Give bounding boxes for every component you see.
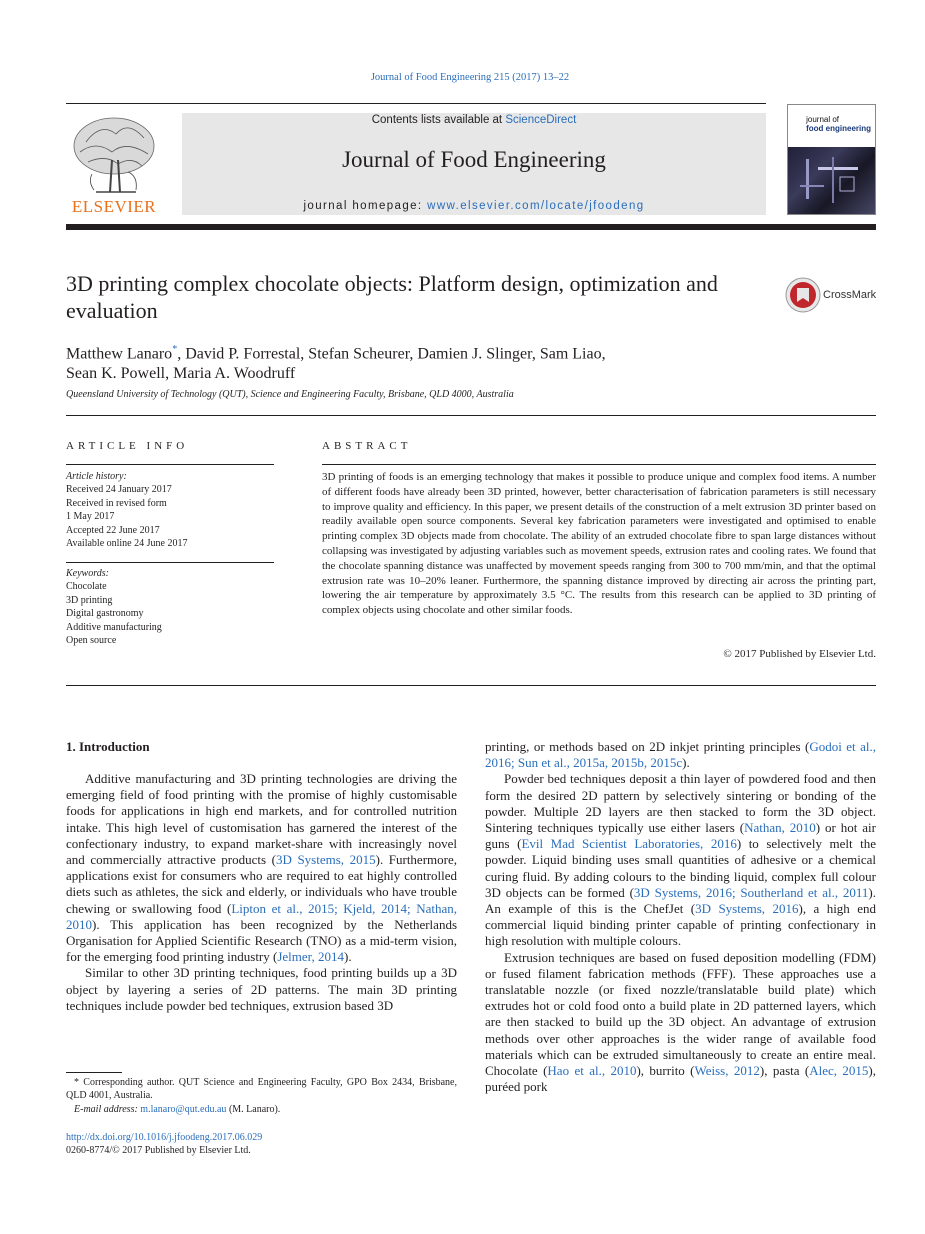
- corresponding-author-mark[interactable]: *: [172, 344, 178, 355]
- abstract-copyright: © 2017 Published by Elsevier Ltd.: [723, 648, 876, 660]
- email-line: [66, 1103, 457, 1116]
- email-link[interactable]: m.lanaro@qut.edu.au: [140, 1103, 227, 1115]
- body-column-right: [485, 739, 876, 1095]
- history-label: Article history:: [66, 471, 127, 482]
- footnote: [66, 1076, 457, 1116]
- contents-prefix: Contents lists available at: [371, 114, 506, 126]
- text-run: Additive manufacturing and 3D printing technologies are driving the emerging field of food printing with the promise of highly customisable foods for applications in high end markets, and for controlled nutrition intake. This high level of customisation has garnered the interest of the confectionary industry, to expand market-share with increasingly novel and commercially attractive products (: [66, 771, 457, 868]
- journal-name: Journal of Food Engineering: [342, 147, 606, 172]
- citation-link[interactable]: Hao et al., 2010: [547, 1063, 637, 1079]
- homepage-line: [182, 200, 766, 212]
- keyword-item: Digital gastronomy: [66, 608, 144, 620]
- citation-link[interactable]: Lipton et al., 2015; Kjeld, 2014; Nathan, 2010: [66, 900, 458, 932]
- header-thick-rule: [66, 224, 876, 230]
- text-run: Powder bed techniques deposit a thin layer of powdered food and then form the desired 2D pattern by selectively sintering or bonding of the powder. Multiple 2D layers are then stacked to form the 3D object. Sintering techniques typically use either lasers (: [485, 771, 876, 836]
- history-item: 1 May 2017: [66, 511, 115, 523]
- paragraph: [485, 739, 876, 771]
- keywords-label: Keywords:: [66, 568, 109, 579]
- doi-block: [66, 1131, 262, 1158]
- history-item: Accepted 22 June 2017: [66, 524, 160, 536]
- title-rule: [66, 415, 876, 416]
- paragraph: [485, 771, 876, 949]
- abstract-rule: [322, 464, 876, 465]
- abstract-text: 3D printing of foods is an emerging technology that makes it possible to produce unique and complex food items. A number of different foods have already been 3D printed, however, better characterisation of fabrication parameters is still necessary to improve quality and efficiency. In this paper, we present details of the construction of a melt extrusion 3D printer based on readily available open source components. Several key fabrication parameters were investigated and optimised to enable printing complex 3D objects made from chocolate. The ability of an extruded chocolate fibre to span large distances without collapsing was investigated by adjusting variables such as movement speeds, extrusion rates and cooling rates. We found that the chocolate spanning distance was unaffected by movement speeds ranging from 300 to 700 mm/min, and that the optimal extrusion rate was 10–20% leaner. Furthermore, the spanning distance improved by directing air across the printing part, lowering the air temperature by approximately 3.5 °C. The results from this research can be applied to 3D printing of complex objects using chocolate and other similar foods.: [322, 471, 876, 617]
- text-run: ), puréed pork: [485, 1063, 877, 1095]
- keyword-item: Chocolate: [66, 581, 107, 593]
- corresponding-author-note: * Corresponding author. QUT Science and Engineering Faculty, GPO Box 2434, Brisbane, QLD 4001, Australia.: [66, 1077, 457, 1102]
- text-run: Extrusion techniques are based on fused deposition modelling (FDM) or fused filament fabrication methods (FFF). These approaches use a translatable nozzle (or fixed nozzle/translatable build plate) which extrudes hot or cold food onto a build plate in 2D patterned layers, which are then stacked to build up the 3D object. An advantage of extrusion methods over other approaches is the wider range of available food materials which can be extruded simultaneously to create an entire meal. Chocolate (: [485, 949, 876, 1079]
- text-run: ) to selectively melt the powder. Liquid binding uses small quantities of adhesive or a chemical curing fluid. By adding colours to the binding liquid, complex full colour 3D objects can be formed (: [485, 836, 877, 900]
- text-run: ).: [682, 755, 690, 771]
- text-run: ). This application has been recognized by the Netherlands Organisation for Applied Scientific Research (TNO) as a mid-term vision, for the emerging food printing industry (: [66, 916, 457, 965]
- history-item: Received 24 January 2017: [66, 484, 172, 496]
- contents-line: [182, 114, 766, 126]
- doi-link[interactable]: http://dx.doi.org/10.1016/j.jfoodeng.2017.06.029: [66, 1132, 263, 1143]
- paragraph: Similar to other 3D printing techniques, food printing builds up a 3D object by layering a series of 2D patterns. The main 3D printing techniques include powder bed techniques, extrusion based 3D: [66, 965, 457, 1013]
- email-suffix: (M. Lanaro).: [226, 1103, 281, 1115]
- cover-title: [806, 115, 871, 133]
- text-run: ), pasta (: [759, 1063, 810, 1079]
- citation-link[interactable]: Weiss, 2012: [694, 1063, 760, 1079]
- text-run: ), a high end commercial liquid binding printer capable of printing confectionary in high resolution with multiple colours.: [485, 901, 877, 949]
- authors-rest-line-1: , David P. Forrestal, Stefan Scheurer, Damien J. Slinger, Sam Liao,: [177, 345, 606, 363]
- authors-line-2: Sean K. Powell, Maria A. Woodruff: [66, 365, 296, 383]
- citation-link[interactable]: 3D Systems, 2016: [695, 901, 799, 917]
- text-run: ). An example of this is the ChefJet (: [485, 884, 877, 917]
- crossmark-label[interactable]: CrossMark: [823, 289, 877, 301]
- keyword-item: Additive manufacturing: [66, 621, 162, 633]
- sciencedirect-link[interactable]: ScienceDirect: [505, 114, 577, 126]
- elsevier-wordmark[interactable]: ELSEVIER: [71, 197, 157, 216]
- text-run: ).: [343, 949, 352, 965]
- header-rule: [66, 103, 766, 104]
- citation-link[interactable]: 3D Systems, 2015: [275, 852, 376, 868]
- citation-link[interactable]: 3D Systems, 2016; Southerland et al., 2011: [633, 884, 869, 900]
- journal-citation[interactable]: Journal of Food Engineering 215 (2017) 13–22: [370, 72, 570, 83]
- text-run: ) or hot air guns (: [485, 820, 876, 852]
- text-run: ). Furthermore, applications exist for consumers who are required to eat highly controlled diets such as athletes, the sick and elderly, or individuals who have trouble chewing or swallowing food (: [66, 852, 457, 916]
- section-heading-introduction: 1. Introduction: [66, 739, 150, 754]
- abstract-heading: ABSTRACT: [322, 440, 412, 452]
- article-history: [66, 470, 274, 550]
- cover-graphic: [796, 155, 866, 205]
- citation-link[interactable]: Jelmer, 2014: [277, 949, 344, 965]
- journal-cover-thumbnail[interactable]: [787, 104, 876, 215]
- authors-line-1: [66, 340, 766, 364]
- body-column-left: [66, 771, 457, 1014]
- cover-title-line1: journal of: [806, 115, 840, 124]
- article-title: 3D printing complex chocolate objects: Platform design, optimization and evaluation: [66, 271, 718, 323]
- email-label: E-mail address:: [74, 1103, 141, 1115]
- author-list: [66, 340, 766, 384]
- homepage-link[interactable]: www.elsevier.com/locate/jfoodeng: [427, 200, 645, 212]
- history-item: Available online 24 June 2017: [66, 538, 188, 550]
- keywords: [66, 567, 274, 647]
- article-info-rule: [66, 464, 274, 465]
- keyword-item: Open source: [66, 635, 117, 647]
- issn-line: 0260-8774/© 2017 Published by Elsevier Ltd.: [66, 1145, 251, 1157]
- abstract-bottom-rule: [66, 685, 876, 686]
- keywords-rule: [66, 562, 274, 563]
- history-item: Received in revised form: [66, 497, 167, 509]
- paragraph: [66, 771, 457, 965]
- corresponding-author[interactable]: Matthew Lanaro: [66, 345, 173, 363]
- homepage-prefix: journal homepage:: [303, 200, 428, 212]
- cover-title-line2: food engineering: [806, 124, 871, 133]
- affiliation: Queensland University of Technology (QUT), Science and Engineering Faculty, Brisbane, QLD 4000, Australia: [66, 389, 514, 400]
- citation-link[interactable]: Nathan, 2010: [744, 820, 816, 836]
- footnote-rule: [66, 1072, 122, 1073]
- article-info-heading: ARTICLE INFO: [66, 440, 189, 452]
- citation-link[interactable]: Alec, 2015: [809, 1063, 869, 1079]
- text-run: printing, or methods based on 2D inkjet printing principles (: [485, 739, 810, 754]
- citation-link[interactable]: Godoi et al., 2016; Sun et al., 2015a, 2015b, 2015c: [485, 739, 876, 771]
- keyword-item: 3D printing: [66, 594, 113, 606]
- paragraph: [485, 950, 876, 1096]
- citation-link[interactable]: Evil Mad Scientist Laboratories, 2016: [521, 836, 737, 852]
- text-run: ), burrito (: [636, 1063, 695, 1079]
